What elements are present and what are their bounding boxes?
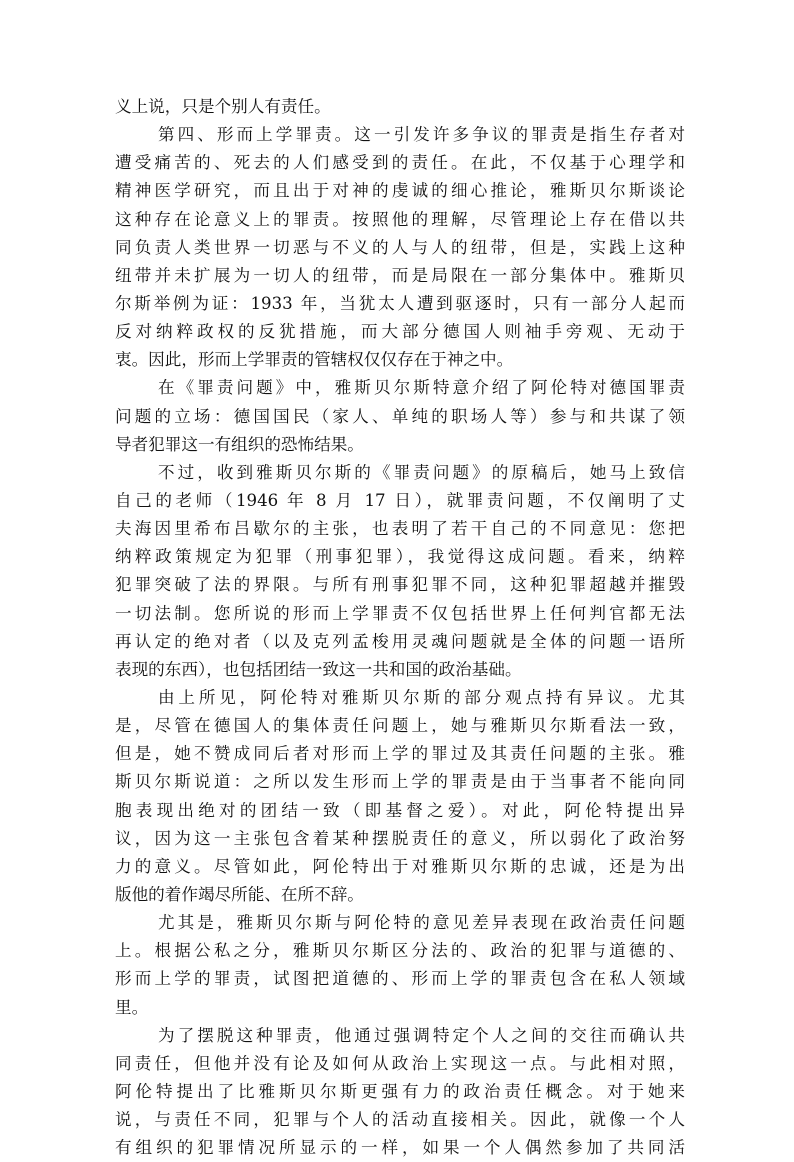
paragraph-first-line: 由上所见，阿伦特对雅斯贝尔斯的部分观点持有异议。尤其 [158,687,685,707]
text-line: 一切法制。您所说的形而上学罪责不仅包括世界上任何判官都无法 [115,603,685,623]
text-line: 是，尽管在德国人的集体责任问题上，她与雅斯贝尔斯看法一致， [115,716,685,736]
text-line: 形而上学的罪责，试图把道德的、形而上学的罪责包含在私人领域 [115,969,685,989]
text-line: 说，与责任不同，犯罪与个人的活动直接相关。因此，就像一个人 [115,1110,685,1130]
text-line: 尔斯举例为证：1933 年，当犹太人遭到驱逐时，只有一部分人起而 [115,293,685,313]
text-line: 斯贝尔斯说道：之所以发生形而上学的罪责是由于当事者不能向同 [115,772,685,792]
text-line: 表现的东西），也包括团结一致这一共和国的政治基础。 [115,659,522,679]
text-line: 犯罪突破了法的界限。与所有刑事犯罪不同，这种犯罪超越并摧毁 [115,575,685,595]
text-line: 再认定的绝对者（以及克列孟梭用灵魂问题就是全体的问题一语所 [115,631,685,651]
text-line: 这种存在论意义上的罪责。按照他的理解，尽管理论上存在借以共 [115,209,685,229]
text-line: 夫海因里希布吕歇尔的主张，也表明了若干自己的不同意见：您把 [115,519,685,539]
paragraph-first-line: 在《罪责问题》中，雅斯贝尔斯特意介绍了阿伦特对德国罪责 [158,378,685,398]
text-line: 遭受痛苦的、死去的人们感受到的责任。在此，不仅基于心理学和 [115,153,685,173]
text-line: 同责任，但他并没有论及如何从政治上实现这一点。与此相对照， [115,1053,685,1073]
text-line: 版他的着作竭尽所能、在所不辞。 [115,884,364,904]
text-line: 力的意义。尽管如此，阿伦特出于对雅斯贝尔斯的忠诚，还是为出 [115,856,685,876]
text-line: 胞表现出绝对的团结一致（即基督之爱）。对此，阿伦特提出异 [115,800,685,820]
text-line: 问题的立场：德国国民（家人、单纯的职场人等）参与和共谋了领 [115,406,685,426]
text-line: 同负责人类世界一切恶与不义的人与人的纽带，但是，实践上这种 [115,237,685,257]
text-line: 里。 [115,997,149,1017]
text-line: 纳粹政策规定为犯罪（刑事犯罪），我觉得这成问题。看来，纳粹 [115,547,685,567]
paragraph-first-line: 尤其是，雅斯贝尔斯与阿伦特的意见差异表现在政治责任问题 [158,913,685,933]
text-line: 但是，她不赞成同后者对形而上学的罪过及其责任问题的主张。雅 [115,744,685,764]
text-line: 议，因为这一主张包含着某种摆脱责任的意义，所以弱化了政治努 [115,828,685,848]
body-text [115,93,685,1162]
paragraph-first-line: 第四、形而上学罪责。这一引发许多争议的罪责是指生存者对 [158,125,685,145]
text-line: 自己的老师（1946 年 8 月 17 日），就罪责问题，不仅阐明了丈 [115,490,685,510]
paragraph-first-line: 为了摆脱这种罪责，他通过强调特定个人之间的交往而确认共 [158,1025,685,1045]
paragraph-first-line: 不过，收到雅斯贝尔斯的《罪责问题》的原稿后，她马上致信 [158,462,685,482]
text-line: 精神医学研究，而且出于对神的虔诚的细心推论，雅斯贝尔斯谈论 [115,181,685,201]
text-line: 上。根据公私之分，雅斯贝尔斯区分法的、政治的犯罪与道德的、 [115,941,685,961]
text-line: 阿伦特提出了比雅斯贝尔斯更强有力的政治责任概念。对于她来 [115,1081,685,1101]
text-line: 反对纳粹政权的反犹措施，而大部分德国人则袖手旁观、无动于 [115,322,685,342]
text-line: 义上说，只是个别人有责任。 [115,97,331,116]
text-line: 导者犯罪这一有组织的恐怖结果。 [115,434,364,454]
text-line: 纽带并未扩展为一切人的纽带，而是局限在一部分集体中。雅斯贝 [115,265,685,285]
text-line: 有组织的犯罪情况所显示的一样，如果一个人偶然参加了共同活 [115,1138,685,1158]
text-line: 衷。因此，形而上学罪责的管辖权仅仅存在于神之中。 [115,350,514,370]
